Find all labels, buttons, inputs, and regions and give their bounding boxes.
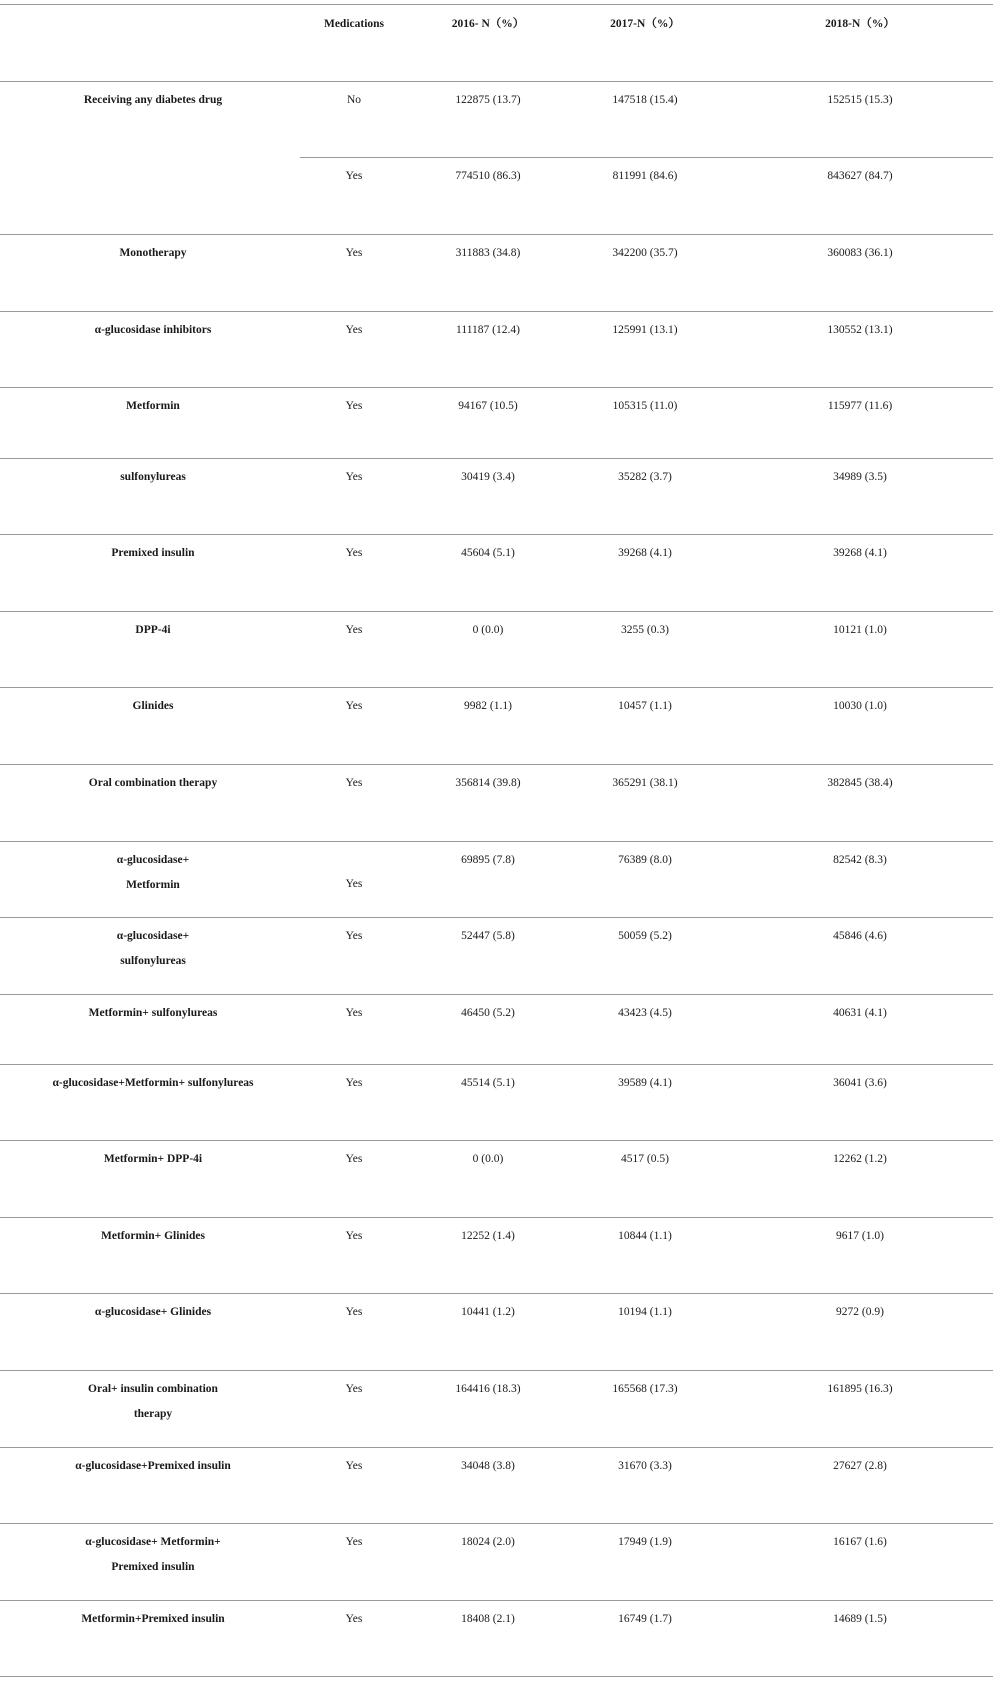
value-2017-cell: 16749 (1.7) — [618, 1613, 672, 1625]
row-label — [126, 394, 180, 419]
medication-cell: Yes — [345, 400, 363, 412]
value-2017-cell: 165568 (17.3) — [612, 1383, 678, 1395]
value-2017-cell: 31670 (3.3) — [618, 1460, 672, 1472]
value-2018-cell: 36041 (3.6) — [833, 1077, 887, 1089]
row-label — [89, 1001, 218, 1026]
row-label-line: Metformin+Premixed insulin — [81, 1613, 225, 1625]
row-label-line: Metformin+ DPP-4i — [103, 1153, 203, 1165]
value-2016-cell: 69895 (7.8) — [461, 854, 515, 866]
value-2016-cell: 52447 (5.8) — [461, 930, 515, 942]
value-2017-cell: 811991 (84.6) — [612, 170, 678, 182]
value-2017-cell: 105315 (11.0) — [612, 400, 678, 412]
value-2017-cell: 17949 (1.9) — [618, 1536, 672, 1548]
value-2017-cell: 43423 (4.5) — [618, 1007, 672, 1019]
value-2016-cell: 46450 (5.2) — [461, 1007, 515, 1019]
row-rule — [0, 1140, 993, 1141]
medication-cell: Yes — [345, 1536, 363, 1548]
value-2016-cell: 94167 (10.5) — [458, 400, 518, 412]
medication-cell: Yes — [345, 1306, 363, 1318]
value-2018-cell: 82542 (8.3) — [833, 854, 887, 866]
row-label — [117, 848, 189, 898]
row-label-line: Metformin+ Glinides — [101, 1230, 205, 1242]
row-label — [85, 1530, 220, 1580]
value-2017-cell: 125991 (13.1) — [612, 324, 678, 336]
value-2017-cell: 35282 (3.7) — [618, 471, 672, 483]
medication-cell: Yes — [345, 1007, 363, 1019]
value-2016-cell: 0 (0.0) — [472, 1153, 504, 1165]
row-rule — [0, 81, 993, 82]
row-label-line: Oral combination therapy — [88, 777, 218, 789]
row-label — [52, 1071, 253, 1096]
value-2017-cell: 342200 (35.7) — [612, 247, 678, 259]
row-label — [95, 1300, 211, 1325]
row-label-line: α-glucosidase inhibitors — [94, 324, 212, 336]
value-2016-cell: 9982 (1.1) — [464, 700, 512, 712]
row-rule — [0, 764, 993, 765]
row-rule — [0, 234, 993, 235]
value-2016-cell: 45604 (5.1) — [461, 547, 515, 559]
value-2016-cell: 311883 (34.8) — [455, 247, 521, 259]
row-label — [89, 771, 217, 796]
medication-cell: Yes — [345, 1230, 363, 1242]
value-2016-cell: 12252 (1.4) — [461, 1230, 515, 1242]
medication-cell: Yes — [345, 324, 363, 336]
row-label — [81, 1607, 224, 1632]
header-medications: Medications — [323, 18, 385, 30]
value-2017-cell: 10194 (1.1) — [618, 1306, 672, 1318]
row-rule — [0, 1600, 993, 1601]
row-label — [133, 694, 174, 719]
row-rule — [0, 1523, 993, 1524]
value-2016-cell: 10441 (1.2) — [461, 1306, 515, 1318]
row-label-line: sulfonylureas — [120, 955, 186, 967]
value-2018-cell: 40631 (4.1) — [833, 1007, 887, 1019]
row-rule — [0, 611, 993, 612]
value-2018-cell: 382845 (38.4) — [827, 777, 893, 789]
row-label — [104, 1147, 202, 1172]
medication-cell: Yes — [345, 878, 363, 890]
value-2016-cell: 111187 (12.4) — [456, 324, 520, 336]
row-label-line: Premixed insulin — [111, 1561, 195, 1573]
row-label-line: Glinides — [132, 700, 174, 712]
top-rule — [0, 4, 993, 5]
value-2017-cell: 365291 (38.1) — [612, 777, 678, 789]
value-2017-cell: 10844 (1.1) — [618, 1230, 672, 1242]
value-2017-cell: 50059 (5.2) — [618, 930, 672, 942]
row-label-line: Metformin — [126, 400, 180, 412]
row-label-line: Metformin+ sulfonylureas — [88, 1007, 218, 1019]
value-2016-cell: 774510 (86.3) — [455, 170, 521, 182]
medication-cell: Yes — [345, 624, 363, 636]
row-rule — [0, 687, 993, 688]
value-2016-cell: 45514 (5.1) — [461, 1077, 515, 1089]
row-label — [135, 618, 170, 643]
row-label — [120, 465, 186, 490]
medication-cell: Yes — [345, 1077, 363, 1089]
value-2018-cell: 360083 (36.1) — [827, 247, 893, 259]
row-rule — [0, 1370, 993, 1371]
row-rule — [0, 534, 993, 535]
row-label — [84, 88, 222, 113]
value-2016-cell: 0 (0.0) — [472, 624, 504, 636]
medication-cell: Yes — [345, 700, 363, 712]
row-label-line: Premixed insulin — [111, 547, 195, 559]
value-2017-cell: 39589 (4.1) — [618, 1077, 672, 1089]
value-2018-cell: 161895 (16.3) — [827, 1383, 893, 1395]
value-2018-cell: 130552 (13.1) — [827, 324, 893, 336]
row-rule — [0, 994, 993, 995]
value-2018-cell: 45846 (4.6) — [833, 930, 887, 942]
medication-cell: Yes — [345, 547, 363, 559]
medication-cell: No — [346, 94, 362, 106]
value-2017-cell: 4517 (0.5) — [621, 1153, 669, 1165]
value-2018-cell: 152515 (15.3) — [827, 94, 893, 106]
row-label-line: Metformin — [126, 879, 180, 891]
row-rule — [0, 841, 993, 842]
row-label-line: therapy — [133, 1408, 173, 1420]
row-label — [95, 318, 212, 343]
value-2018-cell: 10030 (1.0) — [833, 700, 887, 712]
header-2017: 2017-N（%） — [610, 18, 680, 30]
row-rule — [0, 387, 993, 388]
row-label-line: α-glucosidase+ — [116, 854, 190, 866]
row-label — [101, 1224, 205, 1249]
row-rule — [0, 1217, 993, 1218]
medication-cell: Yes — [345, 777, 363, 789]
medication-cell: Yes — [345, 1613, 363, 1625]
row-label — [119, 241, 186, 266]
row-label-line: α-glucosidase+ Glinides — [94, 1306, 212, 1318]
value-2018-cell: 16167 (1.6) — [833, 1536, 887, 1548]
row-rule — [0, 311, 993, 312]
value-2017-cell: 3255 (0.3) — [621, 624, 669, 636]
value-2016-cell: 34048 (3.8) — [461, 1460, 515, 1472]
value-2018-cell: 115977 (11.6) — [827, 400, 893, 412]
value-2018-cell: 27627 (2.8) — [833, 1460, 887, 1472]
row-label-line: DPP-4i — [135, 624, 171, 636]
row-label — [88, 1377, 218, 1427]
value-2017-cell: 147518 (15.4) — [612, 94, 678, 106]
row-label — [75, 1454, 231, 1479]
row-rule — [0, 917, 993, 918]
value-2017-cell: 10457 (1.1) — [618, 700, 672, 712]
row-rule — [0, 458, 993, 459]
value-2018-cell: 10121 (1.0) — [833, 624, 887, 636]
medication-cell: Yes — [345, 1153, 363, 1165]
row-label — [117, 924, 189, 974]
value-2017-cell: 76389 (8.0) — [618, 854, 672, 866]
header-2016: 2016- N（%） — [451, 18, 525, 30]
medication-cell: Yes — [345, 170, 363, 182]
value-2018-cell: 12262 (1.2) — [833, 1153, 887, 1165]
medication-cell: Yes — [345, 1460, 363, 1472]
row-rule — [0, 1064, 993, 1065]
row-label-line: Oral+ insulin combination — [88, 1383, 218, 1395]
header-2018: 2018-N（%） — [825, 18, 895, 30]
value-2018-cell: 9272 (0.9) — [836, 1306, 884, 1318]
row-rule — [0, 1676, 993, 1677]
row-label-line: Monotherapy — [119, 247, 187, 259]
value-2016-cell: 30419 (3.4) — [461, 471, 515, 483]
value-2018-cell: 39268 (4.1) — [833, 547, 887, 559]
medication-cell: Yes — [345, 1383, 363, 1395]
value-2018-cell: 14689 (1.5) — [833, 1613, 887, 1625]
row-label-line: sulfonylureas — [120, 471, 186, 483]
row-label-line: α-glucosidase+Premixed insulin — [75, 1460, 231, 1472]
row-rule — [0, 1293, 993, 1294]
row-label-line: α-glucosidase+Metformin+ sulfonylureas — [52, 1077, 254, 1089]
value-2016-cell: 164416 (18.3) — [455, 1383, 521, 1395]
row-label-line: α-glucosidase+ Metformin+ — [85, 1536, 221, 1548]
value-2018-cell: 9617 (1.0) — [836, 1230, 884, 1242]
value-2016-cell: 122875 (13.7) — [455, 94, 521, 106]
row-label-line: α-glucosidase+ — [116, 930, 190, 942]
value-2018-cell: 843627 (84.7) — [827, 170, 893, 182]
row-label-line: Receiving any diabetes drug — [83, 94, 223, 106]
value-2017-cell: 39268 (4.1) — [618, 547, 672, 559]
value-2016-cell: 18024 (2.0) — [461, 1536, 515, 1548]
medication-cell: Yes — [345, 247, 363, 259]
row-rule — [0, 1447, 993, 1448]
medication-cell: Yes — [345, 930, 363, 942]
row-label — [111, 541, 194, 566]
value-2016-cell: 18408 (2.1) — [461, 1613, 515, 1625]
value-2018-cell: 34989 (3.5) — [833, 471, 887, 483]
medication-cell: Yes — [345, 471, 363, 483]
value-2016-cell: 356814 (39.8) — [455, 777, 521, 789]
row-rule — [300, 157, 993, 158]
